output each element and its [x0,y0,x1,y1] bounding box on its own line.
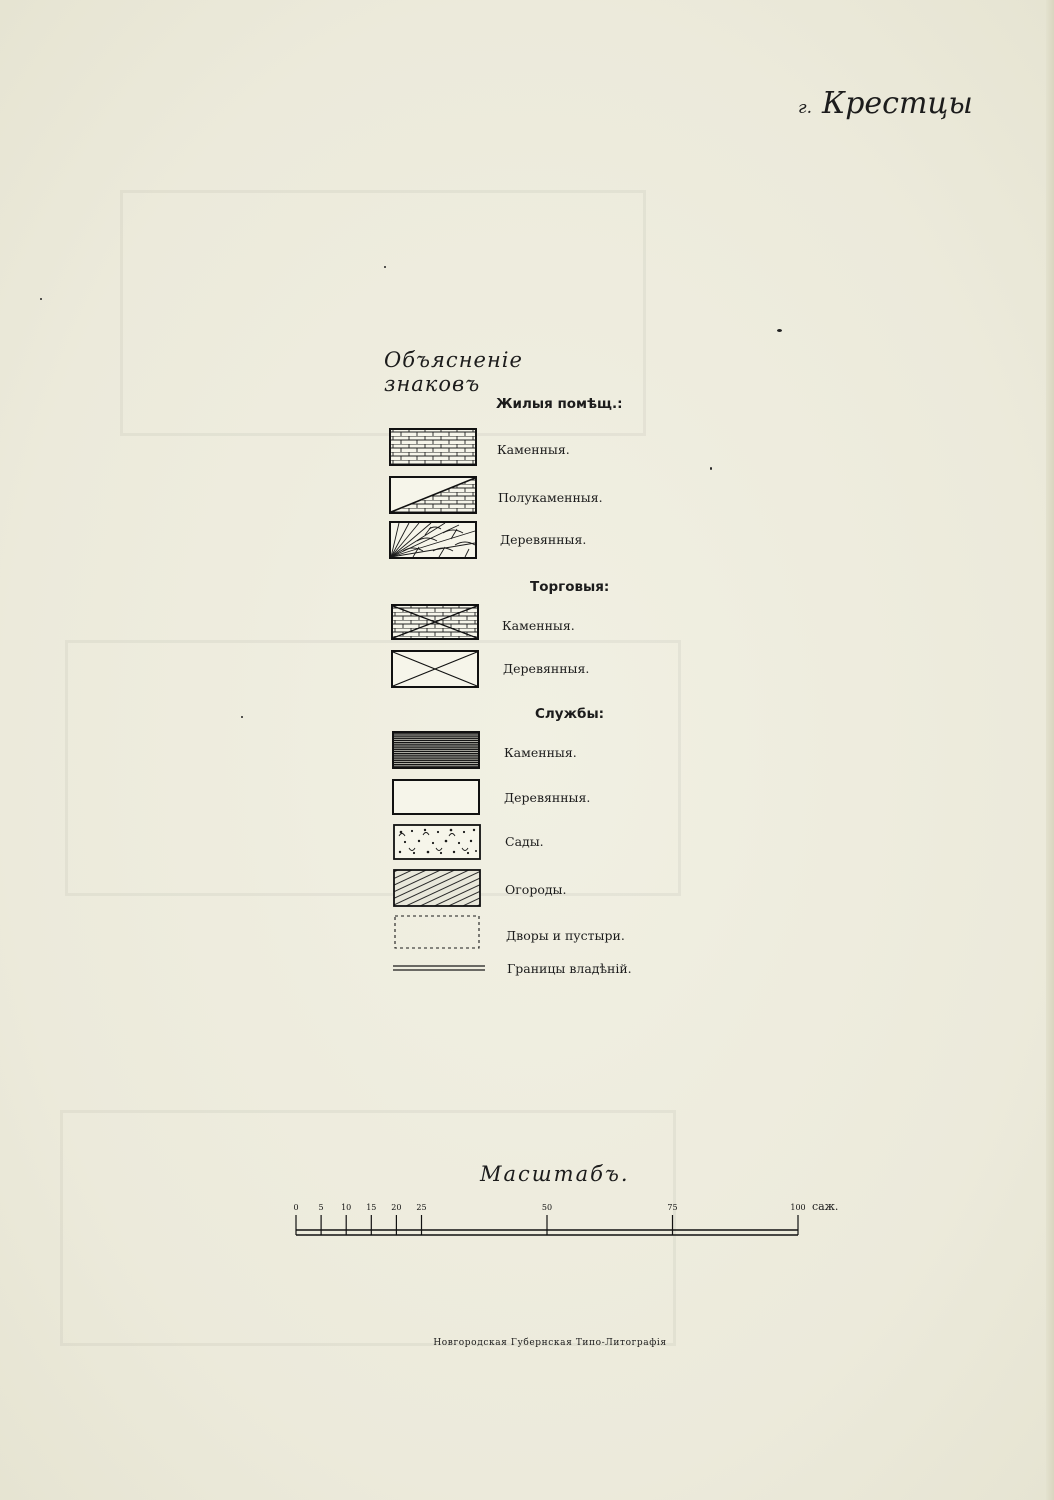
scale-tick-label: 5 [318,1203,324,1212]
symbol-gardens [393,824,481,860]
scale-tick-label: 0 [293,1203,299,1212]
scale-tick-label: 75 [667,1203,678,1212]
scale-bar [288,1195,818,1241]
scale-tick-label: 20 [391,1203,402,1212]
legend-label-stone-residential: Каменныя. [497,442,570,457]
ink-speck [384,266,386,268]
ink-speck [710,467,712,470]
symbol-cross [391,650,479,688]
ink-speck [241,716,243,718]
ink-speck [40,298,42,300]
scale-title: Масштабъ. [480,1162,630,1186]
symbol-plain [392,779,480,815]
legend-label-wooden-trade: Деревянныя. [503,661,590,676]
legend-label-stone-services: Каменныя. [504,745,577,760]
legend-label-wooden-services: Деревянныя. [504,790,591,805]
ink-speck [777,329,782,332]
scale-tick-label: 15 [366,1203,377,1212]
printer-imprint: Новгородская Губернская Типо-Литографія [433,1338,667,1348]
town-prefix: г. [798,98,812,118]
symbol-boundaries [393,962,485,974]
symbol-kitchen-gardens [393,869,481,907]
town-title [798,86,973,121]
symbol-yards [393,914,481,950]
legend-title: Объясненіе знаковъ [384,348,523,396]
symbol-brick [389,428,477,466]
legend-label-wooden-residential: Деревянныя. [500,532,587,547]
legend-heading-residential: Жилыя помѣщ.: [496,396,623,412]
legend-label-boundaries: Границы владѣній. [507,961,632,976]
legend-label-gardens: Сады. [505,834,544,849]
legend-label-half-stone: Полукаменныя. [498,490,603,505]
scale-unit: саж. [812,1200,839,1213]
legend-heading-trade: Торговыя: [530,579,610,595]
page-edge [1046,0,1054,1500]
legend-heading-services: Службы: [535,706,605,722]
show-through-block [65,640,681,896]
town-name: Крестцы [822,86,973,121]
scale-tick-label: 50 [541,1203,553,1212]
scale-tick-label: 10 [341,1203,352,1212]
symbol-dense-hatch [392,731,480,769]
symbol-half-stone [389,476,477,514]
legend-label-kitchen-gardens: Огороды. [505,882,567,897]
symbol-wooden-residential [389,521,477,559]
scale-tick-label: 100 [790,1203,806,1212]
symbol-brick-cross [391,604,479,640]
scale-tick-label: 25 [416,1203,427,1212]
legend-label-stone-trade: Каменныя. [502,618,575,633]
legend-label-yards: Дворы и пустыри. [506,928,625,943]
